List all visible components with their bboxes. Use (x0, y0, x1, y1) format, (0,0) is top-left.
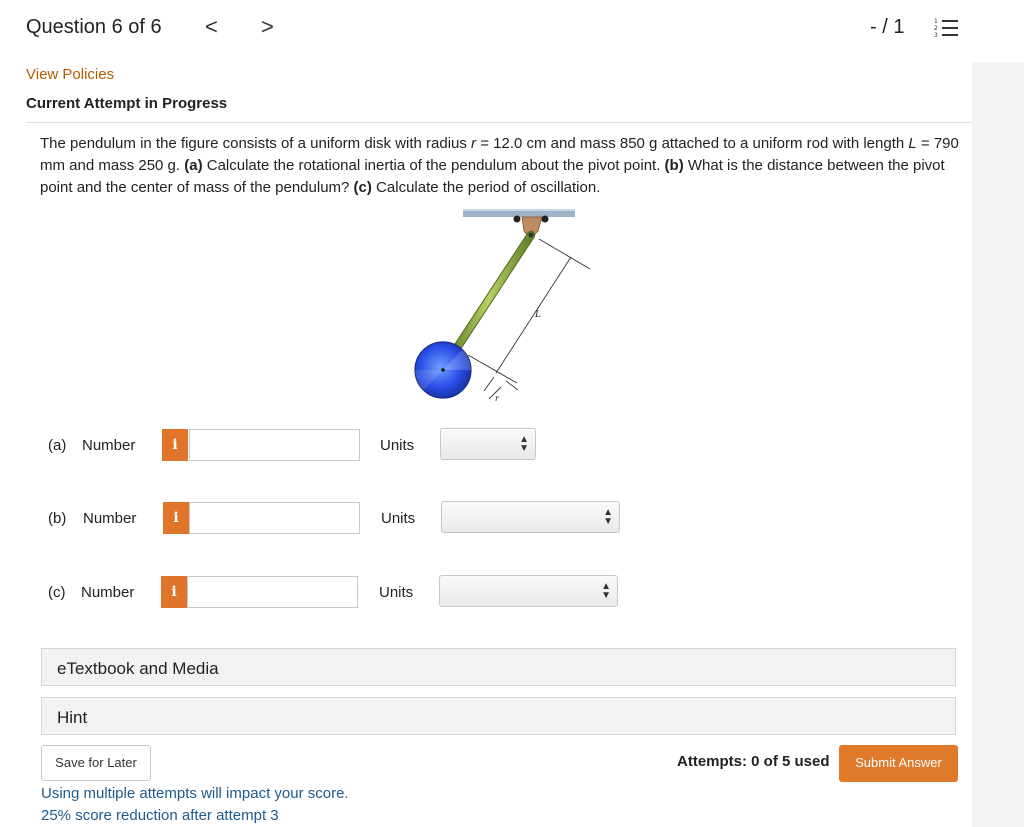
part-label: (a) (48, 437, 67, 454)
units-label: Units (379, 584, 414, 601)
list-icon[interactable] (934, 18, 958, 38)
divider (26, 122, 972, 123)
top-bar (0, 0, 1024, 62)
part-label: (c) (48, 584, 66, 601)
next-question-button[interactable] (261, 14, 274, 40)
prev-question-button[interactable] (205, 14, 218, 40)
units-b-select[interactable]: ▲ ▼ (441, 501, 620, 533)
units-label: Units (381, 510, 416, 527)
attempts-warning: Using multiple attempts will impact your score. (41, 785, 349, 802)
score-display: - / 1 (870, 16, 905, 38)
label-L: L (535, 310, 541, 320)
units-c-select[interactable]: ▲ ▼ (439, 575, 618, 607)
view-policies-link[interactable]: View Policies (26, 66, 115, 83)
pendulum-rod (447, 235, 531, 363)
units-label: Units (380, 437, 415, 454)
answer-a-input[interactable] (189, 429, 360, 461)
answer-c-input[interactable] (187, 576, 358, 608)
number-label: Number (83, 510, 137, 527)
side-gutter (972, 62, 1024, 827)
svg-text:2: 2 (934, 25, 938, 32)
units-a-select[interactable]: ▲ ▼ (440, 428, 536, 460)
answer-b-input[interactable] (189, 502, 360, 534)
label-r: r (495, 394, 499, 403)
chevron-right-icon: > (261, 14, 274, 39)
pendulum-figure (400, 205, 600, 410)
submit-answer-button[interactable]: Submit Answer (839, 745, 958, 782)
save-for-later-button[interactable]: Save for Later (41, 745, 151, 781)
info-icon[interactable]: i (161, 576, 187, 608)
info-icon[interactable]: i (163, 502, 189, 534)
question-title: Question 6 of 6 (26, 16, 162, 38)
score-reduction-note: 25% score reduction after attempt 3 (41, 807, 279, 824)
attempts-counter: Attempts: 0 of 5 used (677, 753, 830, 770)
etextbook-label: eTextbook and Media (57, 659, 219, 678)
number-label: Number (82, 437, 136, 454)
etextbook-panel[interactable] (41, 648, 956, 686)
number-label: Number (81, 584, 135, 601)
attempt-status: Current Attempt in Progress (26, 95, 228, 112)
disk (415, 342, 471, 398)
hint-label: Hint (57, 708, 88, 727)
dimension-lines (468, 239, 590, 399)
chevron-left-icon: < (205, 14, 218, 39)
hint-panel[interactable] (41, 697, 956, 735)
info-icon[interactable]: i (162, 429, 188, 461)
part-label: (b) (48, 510, 67, 527)
svg-text:3: 3 (934, 32, 938, 38)
problem-text: The pendulum in the figure consists of a uniform disk with radius r = 12.0 cm and mass 850 g attached to a uniform rod with length L = 790 mm and mass 250 g. (a) Calculate the rotational inertia of the pendulum about the pivot point. (b) What is the distance between the pivot point and the center of mass of the pendulum? (c) Calculate the period of oscillation. (40, 135, 959, 196)
svg-text:1: 1 (934, 18, 938, 25)
